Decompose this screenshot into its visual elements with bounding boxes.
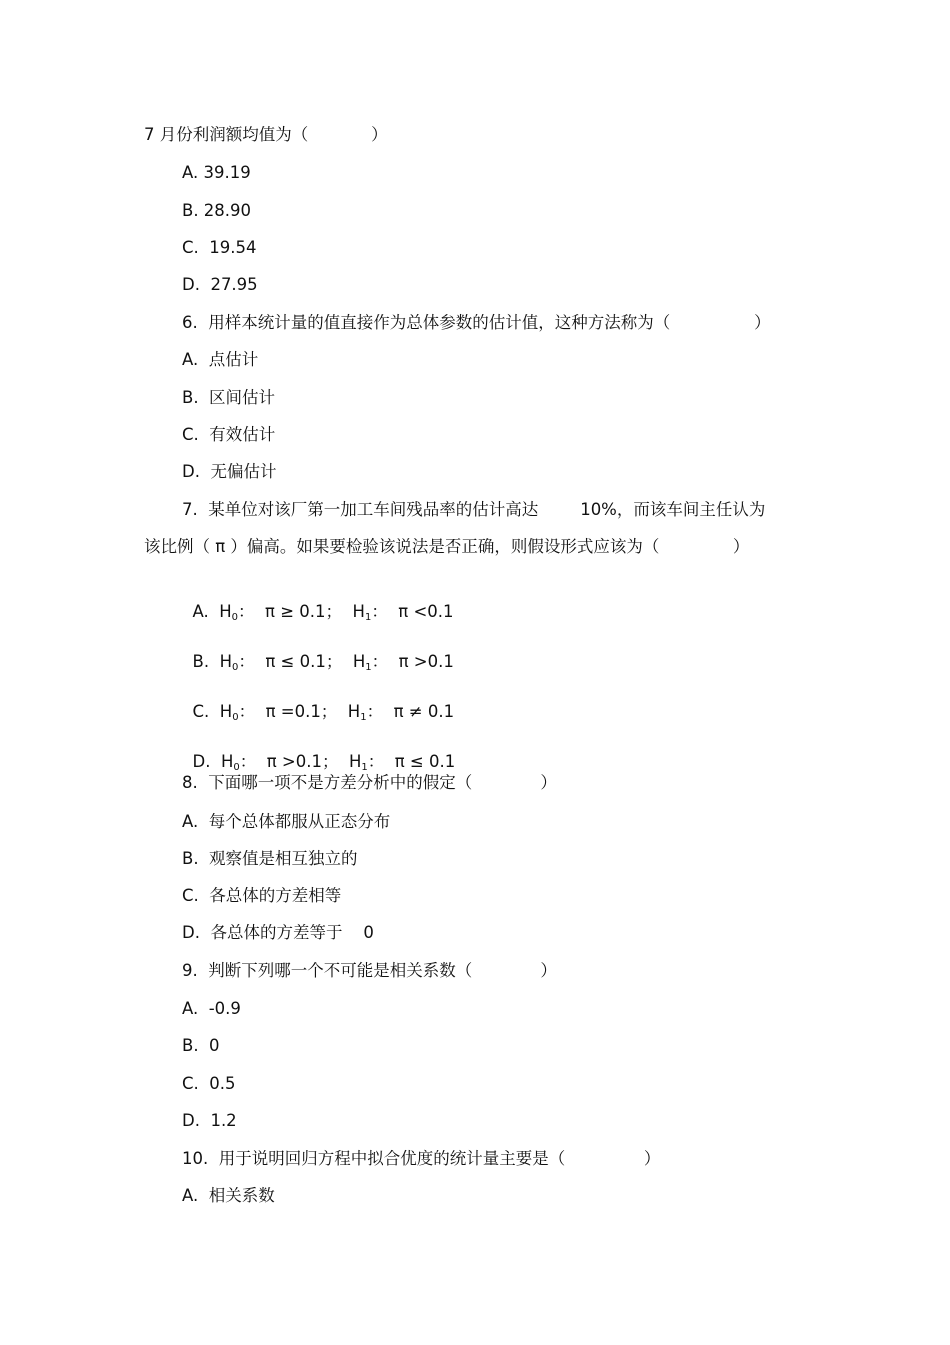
q8-option-c: C. 各总体的方差相等 [182,886,342,905]
q7-option-a: A. $H_0$： π ≥ 0.1； $H_1$： π <0.1 [192,602,454,623]
q7-stem-line1: 7. 某单位对该厂第一加工车间残品率的估计高达 10%，而该车间主任认为 [182,500,766,519]
q8-option-b: B. 观察值是相互独立的 [182,849,358,868]
q8-option-d: D. 各总体的方差等于 0 [182,923,374,942]
q5-option-a: A. 39.19 [182,163,251,182]
q9-option-b: B. 0 [182,1036,220,1055]
q6-option-d: D. 无偏估计 [182,462,277,481]
q5-stem: 7 月份利润额均值为（ ） [144,125,388,144]
q7-stem-line2: 该比例（ π ）偏高。如果要检验该说法是否正确，则假设形式应该为（ ） [144,537,750,556]
q6-option-b: B. 区间估计 [182,388,276,407]
q10-stem: 10. 用于说明回归方程中拟合优度的统计量主要是（ ） [182,1149,661,1168]
q9-option-a: A. -0.9 [182,999,241,1018]
q6-option-a: A. 点估计 [182,350,259,369]
q8-stem: 8. 下面哪一项不是方差分析中的假定（ ） [182,773,557,792]
q6-option-c: C. 有效估计 [182,425,276,444]
q7-option-d: D. $H_0$： π >0.1； $H_1$： π ≤ 0.1 [192,752,456,773]
q7-option-c: C. $H_0$： π =0.1； $H_1$： π ≠ 0.1 [192,702,455,723]
q9-option-d: D. 1.2 [182,1111,237,1130]
q7-option-b: B. $H_0$： π ≤ 0.1； $H_1$： π >0.1 [192,652,454,673]
q5-option-d: D. 27.95 [182,275,258,294]
q5-option-c: C. 19.54 [182,238,257,257]
q8-option-a: A. 每个总体都服从正态分布 [182,812,391,831]
q5-option-b: B. 28.90 [182,201,252,220]
q6-stem: 6. 用样本统计量的值直接作为总体参数的估计值，这种方法称为（ ） [182,313,771,332]
q10-option-a: A. 相关系数 [182,1186,275,1205]
q9-option-c: C. 0.5 [182,1074,236,1093]
q9-stem: 9. 判断下列哪一个不可能是相关系数（ ） [182,961,557,980]
